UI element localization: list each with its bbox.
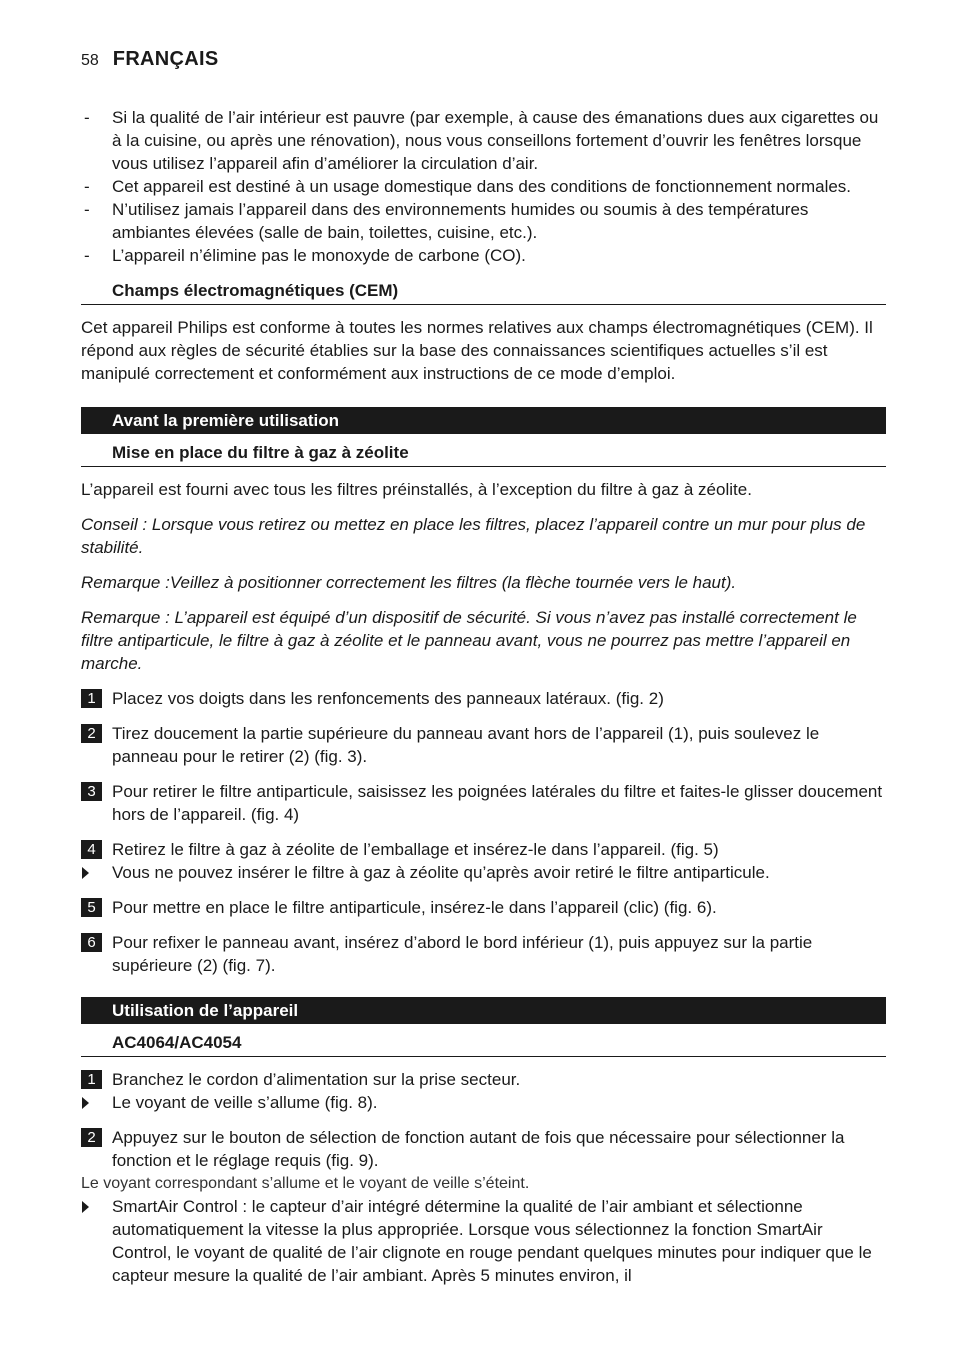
step-text: Branchez le cordon d’alimentation sur la prise secteur. — [112, 1070, 521, 1089]
step-text: Pour mettre en place le filtre antiparticule, insérez-le dans l’appareil (clic) (fig. 6). — [112, 898, 717, 917]
step-item — [81, 687, 886, 710]
step-item — [81, 1068, 886, 1091]
result-item — [81, 1195, 886, 1287]
language-title: FRANÇAIS — [112, 48, 219, 70]
cem-heading: Champs électromagnétiques (CEM) — [81, 279, 886, 305]
page-header — [81, 48, 219, 74]
result-item — [81, 861, 886, 884]
step-number: 6 — [81, 933, 102, 952]
step-number: 5 — [81, 898, 102, 917]
triangle-bullet-icon — [82, 1097, 89, 1109]
page-number: 58 — [81, 52, 99, 69]
step-item — [81, 838, 886, 861]
list-item: - Cet appareil est destiné à un usage domestique dans des conditions de fonctionnement normales. — [81, 175, 886, 198]
step-number: 1 — [81, 689, 102, 708]
step-item — [81, 896, 886, 919]
step-text: Retirez le filtre à gaz à zéolite de l’emballage et insérez-le dans l’appareil. (fig. 5) — [112, 840, 719, 859]
result-item — [81, 1091, 886, 1114]
list-item: - L’appareil n’élimine pas le monoxyde de carbone (CO). — [81, 244, 886, 267]
step-number: 2 — [81, 1128, 102, 1147]
step-text: Pour refixer le panneau avant, insérez d’abord le bord inférieur (1), puis appuyez sur la partie supérieure (2) (fig. 7). — [112, 933, 813, 975]
step-item — [81, 780, 886, 826]
section-bar-first-use: Avant la première utilisation — [81, 407, 886, 434]
triangle-bullet-icon — [82, 1201, 89, 1213]
step-item — [81, 722, 886, 768]
page-content — [81, 106, 886, 1287]
result-text: SmartAir Control : le capteur d’air intégré détermine la qualité de l’air ambiant et sélectionne automatiquement la vitesse la plus appropriée. Lorsque vous sélectionnez la fonction SmartAir Control, le voyant de qualité de l’air clignote en rouge pendant quelques minutes pour indiquer que le capteur mesure la qualité de l’air ambiant. Après 5 minutes environ, il — [112, 1197, 872, 1285]
triangle-bullet-icon — [82, 867, 89, 879]
note-text: Remarque :Veillez à positionner correctement les filtres (la flèche tournée vers le haut). — [81, 573, 737, 592]
step-text: Pour retirer le filtre antiparticule, saisissez les poignées latérales du filtre et faites-le glisser doucement hors de l’appareil. (fig. 4) — [112, 782, 883, 824]
step-text: Placez vos doigts dans les renfoncements des panneaux latéraux. (fig. 2) — [112, 689, 664, 708]
step-number: 1 — [81, 1070, 102, 1089]
step-text: Appuyez sur le bouton de sélection de fonction autant de fois que nécessaire pour sélectionner la fonction et le réglage requis (fig. 9). — [112, 1128, 845, 1170]
step-item — [81, 931, 886, 977]
step-number: 3 — [81, 782, 102, 801]
intro-bullet-list — [81, 106, 886, 267]
result-text: Le voyant de veille s’allume (fig. 8). — [112, 1093, 378, 1112]
step-text: Tirez doucement la partie supérieure du panneau avant hors de l’appareil (1), puis soulevez le panneau pour le retirer (2) (fig. 3). — [112, 724, 820, 766]
tip-text: Conseil : Lorsque vous retirez ou mettez en place les filtres, placez l’appareil contre un mur pour plus de stabilité. — [81, 515, 866, 557]
step-number: 4 — [81, 840, 102, 859]
model-heading: AC4064/AC4054 — [81, 1031, 886, 1057]
zeolite-filter-heading: Mise en place du filtre à gaz à zéolite — [81, 441, 886, 467]
step-followup-text: Le voyant correspondant s’allume et le voyant de veille s’éteint. — [81, 1175, 530, 1192]
note-text: Remarque : L’appareil est équipé d’un dispositif de sécurité. Si vous n’avez pas installé correctement le filtre antiparticule, le filtre à gaz à zéolite et le panneau avant, vous ne pourrez pas mettre l’appareil en marche. — [81, 608, 857, 673]
first-use-intro: L’appareil est fourni avec tous les filtres préinstallés, à l’exception du filtre à gaz à zéolite. — [81, 480, 752, 499]
step-number: 2 — [81, 724, 102, 743]
list-item: - N’utilisez jamais l’appareil dans des environnements humides ou soumis à des températures ambiantes élevées (salle de bain, toilettes, cuisine, etc.). — [81, 198, 886, 244]
cem-text: Cet appareil Philips est conforme à toutes les normes relatives aux champs électromagnétiques (CEM). Il répond aux règles de sécurité établies sur la base des connaissances scientifiques actuelles s’il est manipulé correctement et conformément aux instructions de ce mode d’emploi. — [81, 318, 873, 383]
section-bar-usage: Utilisation de l’appareil — [81, 997, 886, 1024]
step-item — [81, 1126, 886, 1172]
list-item: - Si la qualité de l’air intérieur est pauvre (par exemple, à cause des émanations dues aux cigarettes ou à la cuisine, ou après une rénovation), nous vous conseillons fortement d’ouvrir les fenêtres lorsque vous utilisez l’appareil afin d’améliorer la circulation d’air. — [81, 106, 886, 175]
result-text: Vous ne pouvez insérer le filtre à gaz à zéolite qu’après avoir retiré le filtre antiparticule. — [112, 863, 770, 882]
